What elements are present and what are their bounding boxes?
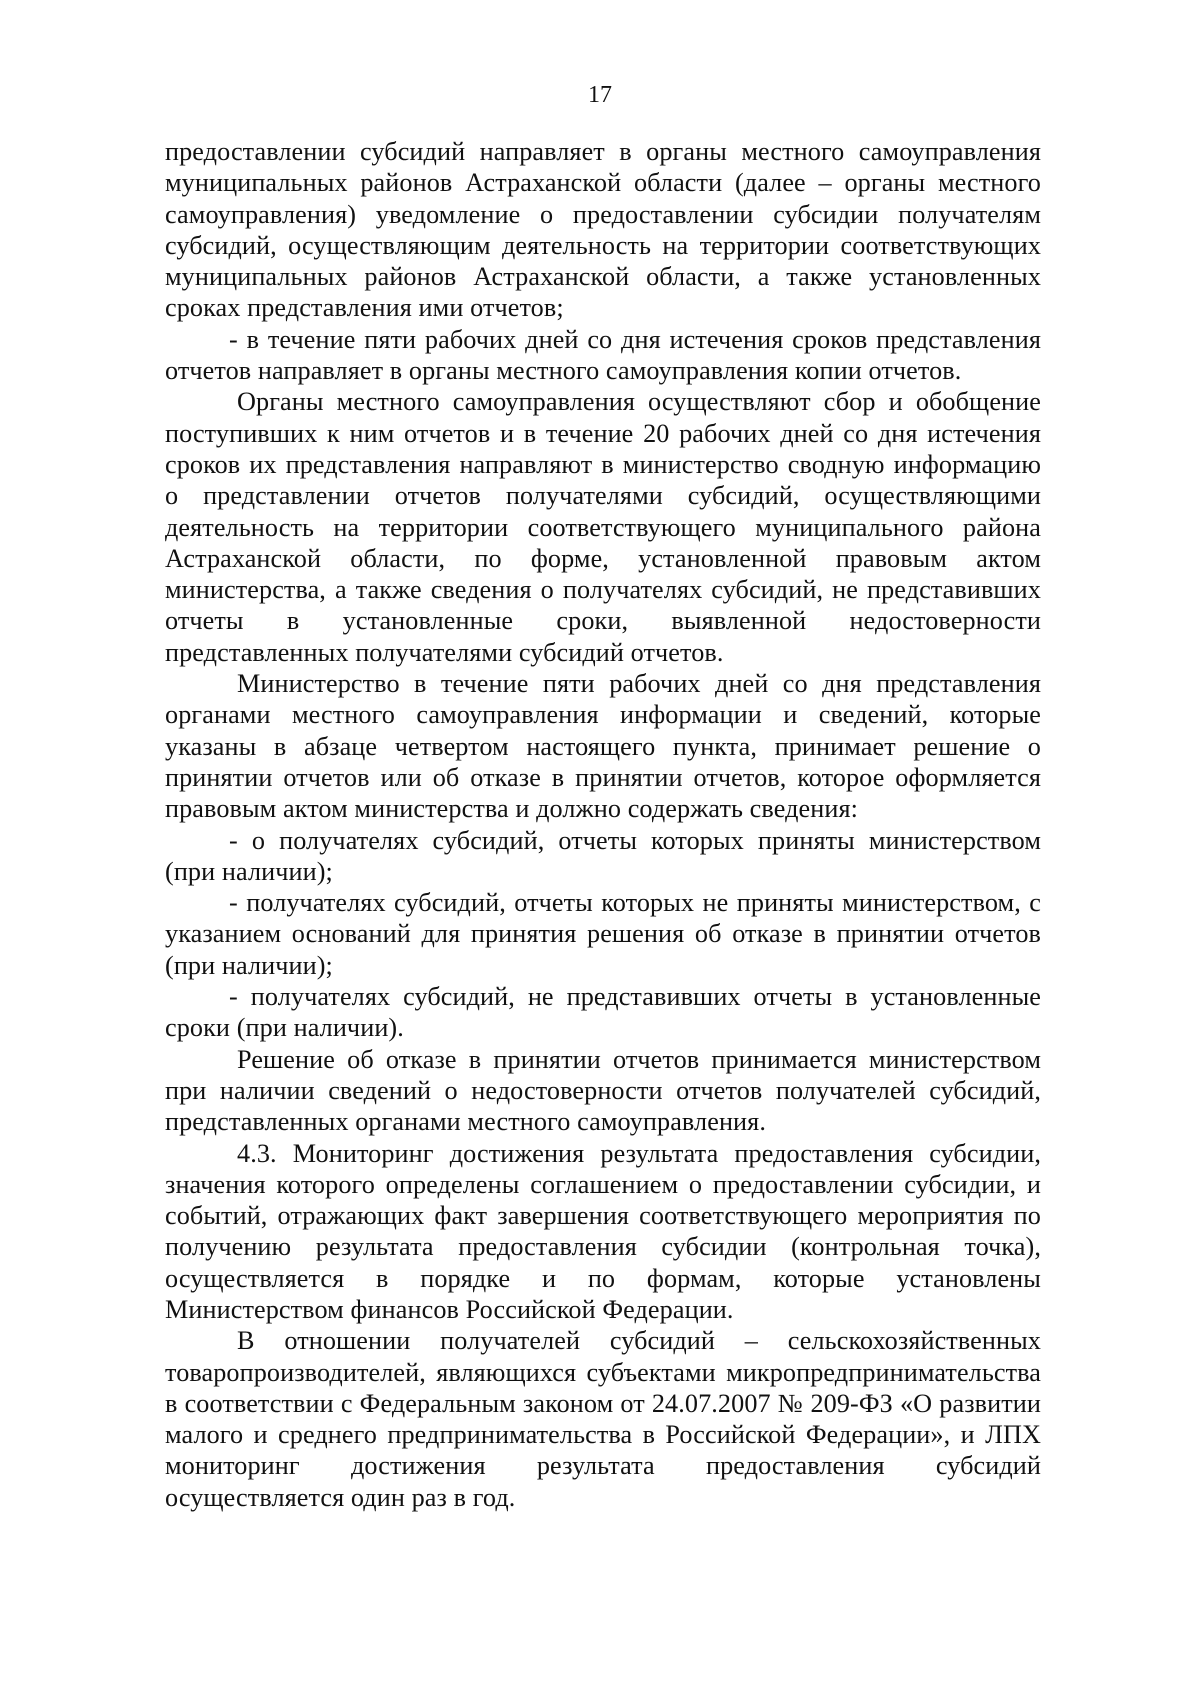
page-number: 17 (588, 82, 612, 108)
paragraph-list-item: - получателях субсидий, не представивших отчеты в установленные сроки (при наличии). (165, 982, 1041, 1043)
paragraph: В отношении получателей субсидий – сельскохозяйственных товаропроизводителей, являющихся субъектами микропредпринимательства в соответствии с Федеральным законом от 24.07.2007 № 209-ФЗ «О развитии малого и среднего предпринимательства в Российской Федерации», и ЛПХ мониторинг достижения результата предоставления субсидий осуществляется один раз в год. (165, 1326, 1041, 1512)
paragraph-list-item: - получателях субсидий, отчеты которых не приняты министерством, с указанием оснований для принятия решения об отказе в принятии отчетов (при наличии); (165, 888, 1041, 980)
paragraph-list-item: - в течение пяти рабочих дней со дня истечения сроков представления отчетов направляет в органы местного самоуправления копии отчетов. (165, 324, 1041, 386)
paragraph-list-item: - о получателях субсидий, отчеты которых приняты министерством (при наличии); (165, 825, 1041, 886)
document-body (165, 136, 1041, 1513)
paragraph: Решение об отказе в принятии отчетов принимается министерством при наличии сведений о недостоверности отчетов получателей субсидий, представленных органами местного самоуправления. (165, 1044, 1041, 1137)
paragraph-continuation: предоставлении субсидий направляет в органы местного самоуправления муниципальных районов Астраханской области (далее – органы местного самоуправления) уведомление о предоставлении субсидии получателям субсидий, осуществляющим деятельность на территории соответствующих муниципальных районов Астраханской области, а также установленных сроках представления ими отчетов; (165, 137, 1041, 323)
paragraph-section-4-3: 4.3. Мониторинг достижения результата предоставления субсидии, значения которого определены соглашением о предоставлении субсидии, и событий, отражающих факт завершения соответствующего мероприятия по получению результата предоставления субсидии (контрольная точка), осуществляется в порядке и по формам, которые установлены Министерством финансов Российской Федерации. (165, 1138, 1041, 1324)
paragraph: Министерство в течение пяти рабочих дней со дня представления органами местного самоуправления информации и сведений, которые указаны в абзаце четвертом настоящего пункта, принимает решение о принятии отчетов или об отказе в принятии отчетов, которое оформляется правовым актом министерства и должно содержать сведения: (165, 669, 1041, 824)
paragraph: Органы местного самоуправления осуществляют сбор и обобщение поступивших к ним отчетов и в течение 20 рабочих дней со дня истечения сроков их представления направляют в министерство сводную информацию о представлении отчетов получателями субсидий, осуществляющими деятельность на территории соответствующего муниципального района Астраханской области, по форме, установленной правовым актом министерства, а также сведения о получателях субсидий, не представивших отчеты в установленные сроки, выявленной недостоверности представленных получателями субсидий отчетов. (165, 387, 1041, 667)
